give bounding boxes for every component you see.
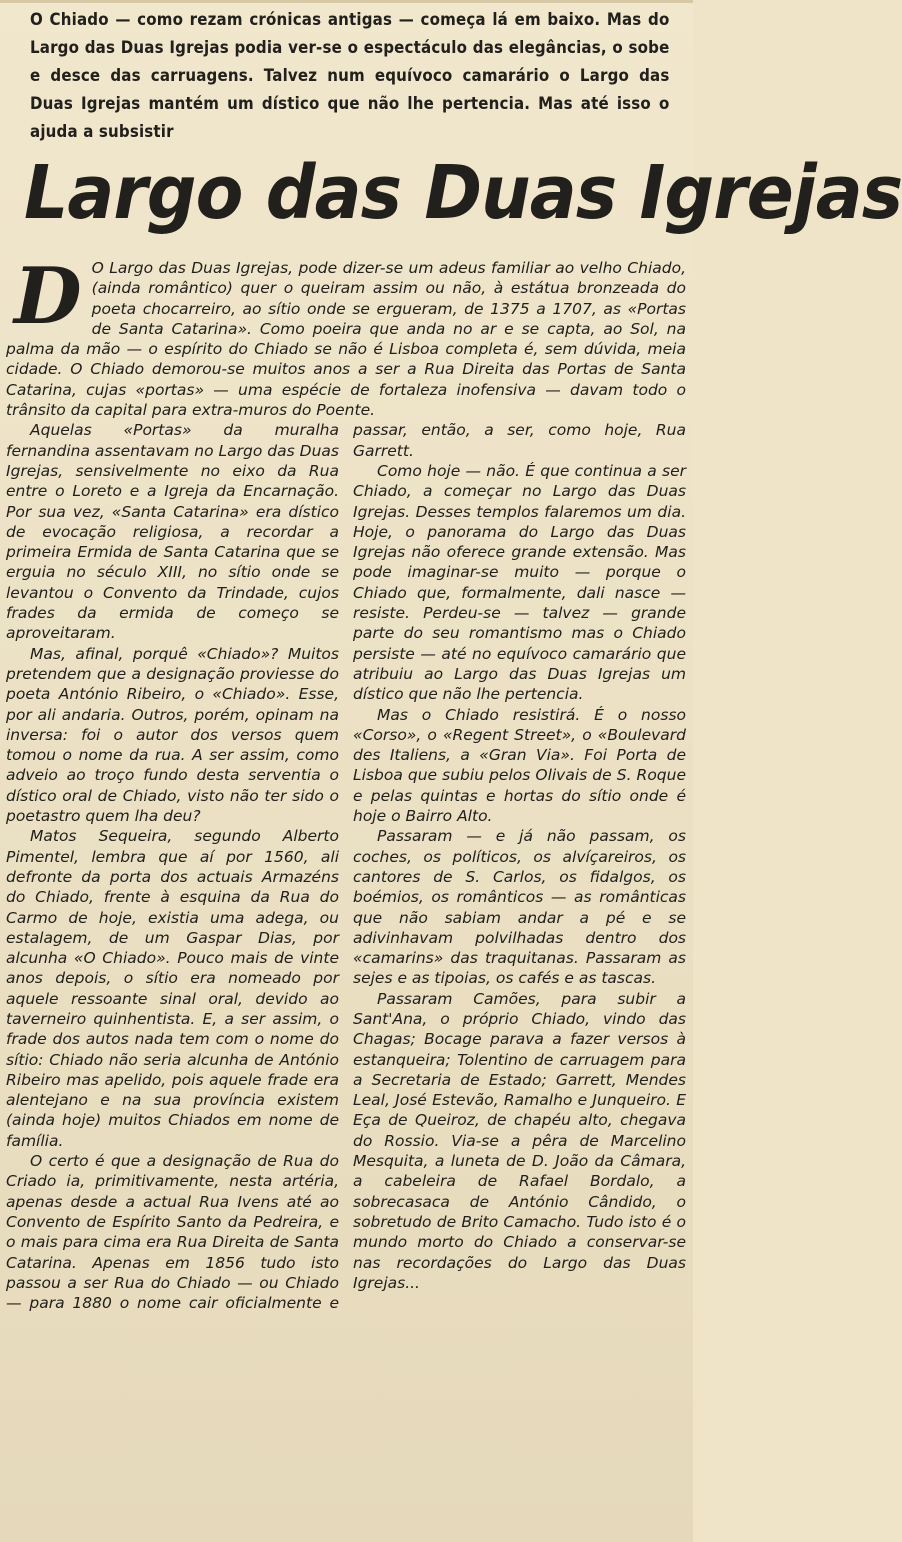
paragraph: Aquelas «Portas» da muralha fernandina assentavam no Largo das Duas Igrejas, sensivelmente no eixo da Rua entre o Loreto e a Igreja da Encarnação. Por sua vez, «Santa Catarina» era dístico de evocação religiosa, a recordar a primeira Ermida de Santa Catarina que se erguia no século XIII, no sítio onde se levantou o Convento da Trindade, cujos frades da ermida de começo se aproveitaram. bbox=[6, 421, 339, 643]
paragraph: Passaram Camões, para subir a Sant'Ana, o próprio Chiado, vindo das Chagas; Bocage parava a fazer versos à estanqueira; Tolentino de carruagem para a Secretaria de Estado; Garrett, Mendes Leal, José Estevão, Ramalho e Junqueiro. E Eça de Queiroz, de chapéu alto, chegava do Rossio. Via-se a pêra de Marcelino Mesquita, a luneta de D. João da Câmara, a cabeleira de Rafael Bordalo, a sobrecasaca de António Cândido, o sobretudo de Brito Camacho. Tudo isto é o mundo morto do Chiado a conservar-se nas recordações do Largo das Duas Igrejas... bbox=[353, 989, 686, 1292]
paragraph: Passaram — e já não passam, os coches, os políticos, os alvíçareiros, os cantores de S. Carlos, os fidalgos, os boémios, os românticos — as românticas que não sabiam andar a pé e se adivinhavam polvilhadas dentro dos «camarins» das traquitanas. Passaram as sejes e as tipoias, os cafés e as tascas. bbox=[353, 827, 686, 988]
paragraph: Como hoje — não. É que continua a ser Chiado, a começar no Largo das Duas Igrejas. Desses templos falaremos um dia. Hoje, o panorama do Largo das Duas Igrejas não oferece grande extensão. Mas pode imaginar-se muito — porque o Chiado que, formalmente, dali nasce — resiste. Perdeu-se — talvez — grande parte do seu romantismo mas o Chiado persiste — até no equívoco camarário que atribuiu ao Largo das Duas Igrejas um dístico que não lhe pertencia. bbox=[353, 461, 686, 704]
article-intro bbox=[6, 251, 686, 420]
clipping-edge bbox=[0, 0, 693, 3]
intro-text: O Largo das Duas Igrejas, pode dizer-se um adeus familiar ao velho Chiado, (ainda romântico) quer o queiram assim ou não, à estátua bronzeada do poeta chocarreiro, ao sítio onde se ergueram, de 1375 a 1707, as «Portas de Santa Catarina». Como poeira que anda no ar e se capta, ao Sol, na palma da mão — o espírito do Chiado se não é Lisboa completa é, sem dúvida, meia cidade. O Chiado demorou-se muitos anos a ser a Rua Direita das Portas de Santa Catarina, cujas «portas» — uma espécie de fortaleza inofensiva — davam todo o trânsito da capital para extra-muros do Poente. bbox=[6, 259, 686, 420]
paragraph: O certo é que a designação de Rua do Criado ia, primitivamente, nesta artéria, apenas desde a actual Rua Ivens até ao Convento de Espírito Santo da Pedreira, e o mais para cima era Rua Direita de Santa Catarina. Apenas em 1856 tudo isto passou a ser Rua do Chiado — ou Chiado — para 1880 o nome cair oficialmente e passar, então, a ser, como hoje, Rua Garrett. bbox=[6, 421, 686, 1313]
article-columns bbox=[6, 420, 686, 1313]
drop-cap: D bbox=[14, 251, 82, 342]
article-body bbox=[6, 251, 686, 1313]
paragraph: Mas o Chiado resistirá. É o nosso «Corso», o «Regent Street», o «Boulevard des Italiens, a «Gran Via». Foi Porta de Lisboa que subiu pelos Olivais de S. Roque e pelas quintas e hortas do sítio onde é hoje o Bairro Alto. bbox=[353, 705, 686, 826]
paragraph: Mas, afinal, porquê «Chiado»? Muitos pretendem que a designação proviesse do poeta António Ribeiro, o «Chiado». Esse, por ali andaria. Outros, porém, opinam na inversa: foi o autor dos versos quem tomou o nome da rua. A ser assim, como adveio ao troço fundo desta serventia o dístico oral de Chiado, visto não ter sido o poetastro quem lha deu? bbox=[6, 644, 339, 826]
paragraph: Matos Sequeira, segundo Alberto Pimentel, lembra que aí por 1560, ali defronte da porta dos actuais Armazéns do Chiado, frente à esquina da Rua do Carmo de hoje, existia uma adega, ou estalagem, de um Gaspar Dias, por alcunha «O Chiado». Pouco mais de vinte anos depois, o sítio era nomeado por aquele ressoante sinal oral, devido ao taverneiro quinhentista. E, a ser assim, o frade dos autos nada tem com o nome do sítio: Chiado não seria alcunha de António Ribeiro mas apelido, pois aquele frade era alentejano e na sua província existem (ainda hoje) muitos Chiados em nome de família. bbox=[6, 827, 339, 1150]
article-headline: Largo das Duas Igrejas bbox=[24, 150, 902, 236]
article-lead: O Chiado — como rezam crónicas antigas — começa lá em baixo. Mas do Largo das Duas Igrejas podia ver-se o espectáculo das elegâncias, o sobe e desce das carruagens. Talvez num equívoco camarário o Largo das Duas Igrejas mantém um dístico que não lhe pertencia. Mas até isso o ajuda a subsistir bbox=[30, 10, 670, 142]
